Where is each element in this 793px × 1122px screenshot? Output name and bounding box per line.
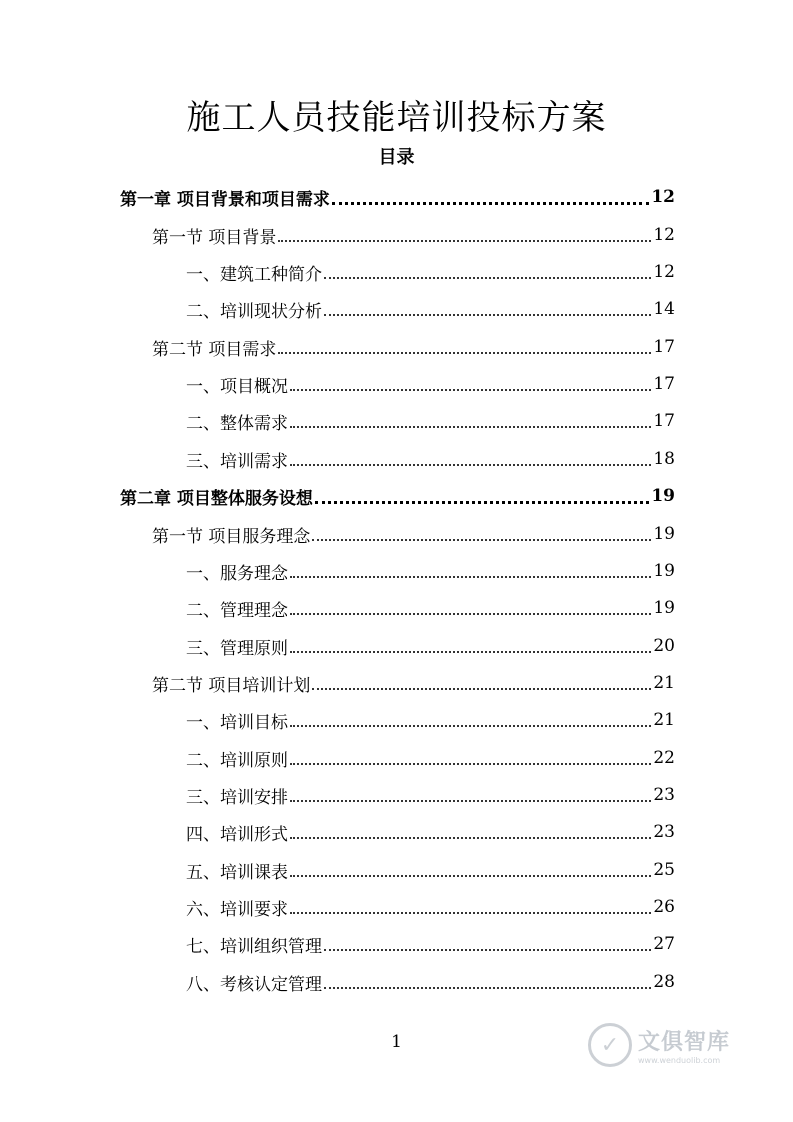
toc-entry-label: 六、培训要求 — [186, 899, 288, 920]
toc-entry-page: 12 — [653, 262, 675, 282]
toc-leader-dots — [290, 389, 651, 391]
watermark-text — [638, 1025, 730, 1065]
toc-entry-page: 23 — [653, 785, 675, 805]
toc-entry-page: 21 — [653, 710, 675, 730]
toc-entry-label: 三、管理原则 — [186, 638, 288, 659]
toc-entry[interactable] — [186, 890, 675, 924]
toc-entry-page: 25 — [653, 860, 675, 880]
toc-leader-dots — [290, 613, 651, 615]
page-number: 1 — [391, 1032, 402, 1052]
toc-entry[interactable] — [186, 629, 675, 663]
toc-entry-label: 七、培训组织管理 — [186, 936, 322, 957]
toc-entry[interactable] — [186, 778, 675, 812]
watermark-name: 文俱智库 — [638, 1030, 731, 1055]
toc-leader-dots — [312, 688, 651, 690]
toc-entry-label: 第二章 项目整体服务设想 — [120, 488, 313, 509]
toc-entry[interactable] — [186, 442, 675, 476]
toc-entry[interactable] — [152, 666, 675, 700]
toc-entry-label: 五、培训课表 — [186, 862, 288, 883]
toc-entry-label: 四、培训形式 — [186, 824, 288, 845]
toc-entry-page: 19 — [651, 486, 675, 506]
toc-entry[interactable] — [186, 367, 675, 401]
toc-leader-dots — [324, 949, 651, 951]
toc-entry-page: 23 — [653, 822, 675, 842]
toc-leader-dots — [290, 875, 651, 877]
toc-entry[interactable] — [152, 517, 675, 551]
toc-entry[interactable] — [120, 479, 675, 513]
toc-leader-dots — [290, 912, 651, 914]
toc-entry-page: 18 — [653, 449, 675, 469]
toc-entry-label: 第一节 项目背景 — [152, 227, 277, 248]
toc-leader-dots — [290, 725, 651, 727]
toc-entry[interactable] — [152, 218, 675, 252]
document-title: 施工人员技能培训投标方案 — [186, 98, 607, 138]
toc-entry[interactable] — [186, 965, 675, 999]
toc-entry[interactable] — [120, 180, 675, 214]
toc-leader-dots — [290, 464, 651, 466]
toc-entry[interactable] — [186, 255, 675, 289]
toc-entry-page: 27 — [653, 934, 675, 954]
toc-entry-label: 一、项目概况 — [186, 376, 288, 397]
toc-entry-label: 二、培训现状分析 — [186, 301, 322, 322]
toc-leader-dots — [290, 426, 651, 428]
toc-entry-label: 第二节 项目需求 — [152, 339, 277, 360]
toc-entry-label: 二、整体需求 — [186, 413, 288, 434]
toc-entry-label: 一、服务理念 — [186, 563, 288, 584]
toc-entry-page: 19 — [653, 598, 675, 618]
toc-entry-page: 17 — [653, 411, 675, 431]
toc-entry[interactable] — [186, 853, 675, 887]
toc-leader-dots — [332, 202, 649, 205]
toc-leader-dots — [278, 352, 651, 354]
toc-leader-dots — [312, 539, 651, 541]
toc-entry[interactable] — [186, 404, 675, 438]
toc-entry-page: 26 — [653, 897, 675, 917]
toc-leader-dots — [324, 987, 651, 989]
toc-entry-page: 14 — [653, 299, 675, 319]
toc-entry[interactable] — [186, 741, 675, 775]
toc-entry-label: 三、培训需求 — [186, 451, 288, 472]
toc-entry-label: 第一章 项目背景和项目需求 — [120, 189, 330, 210]
toc-entry[interactable] — [152, 330, 675, 364]
toc-leader-dots — [290, 651, 651, 653]
toc-entry-page: 12 — [653, 225, 675, 245]
toc-entry-label: 第一节 项目服务理念 — [152, 526, 311, 547]
toc-entry-label: 二、管理理念 — [186, 600, 288, 621]
toc-heading: 目录 — [378, 147, 415, 168]
toc-entry-page: 17 — [653, 337, 675, 357]
toc-entry[interactable] — [186, 292, 675, 326]
toc-entry-page: 19 — [653, 524, 675, 544]
watermark-logo-icon: ✓ — [588, 1023, 632, 1067]
toc-entry-label: 一、建筑工种简介 — [186, 264, 322, 285]
toc-leader-dots — [290, 800, 651, 802]
toc-leader-dots — [290, 763, 651, 765]
toc-entry-page: 20 — [653, 636, 675, 656]
watermark — [588, 1018, 758, 1072]
toc-leader-dots — [315, 501, 649, 504]
toc-entry[interactable] — [186, 815, 675, 849]
toc-entry-page: 19 — [653, 561, 675, 581]
toc-entry-page: 22 — [653, 748, 675, 768]
toc-entry-page: 12 — [651, 187, 675, 207]
watermark-url: www.wenduolib.com — [638, 1056, 721, 1065]
toc-entry-label: 二、培训原则 — [186, 750, 288, 771]
toc-entry[interactable] — [186, 554, 675, 588]
toc-entry-label: 三、培训安排 — [186, 787, 288, 808]
toc-entry-label: 第二节 项目培训计划 — [152, 675, 311, 696]
toc-entry[interactable] — [186, 703, 675, 737]
toc-leader-dots — [278, 240, 651, 242]
toc-entry-label: 八、考核认定管理 — [186, 974, 322, 995]
toc-leader-dots — [324, 314, 651, 316]
toc-leader-dots — [324, 277, 651, 279]
toc-leader-dots — [290, 837, 651, 839]
toc-entry-page: 17 — [653, 374, 675, 394]
toc-entry[interactable] — [186, 591, 675, 625]
toc-entry-page: 28 — [653, 972, 675, 992]
toc-entry-label: 一、培训目标 — [186, 712, 288, 733]
toc-entry-page: 21 — [653, 673, 675, 693]
toc-entry[interactable] — [186, 927, 675, 961]
toc-leader-dots — [290, 576, 651, 578]
